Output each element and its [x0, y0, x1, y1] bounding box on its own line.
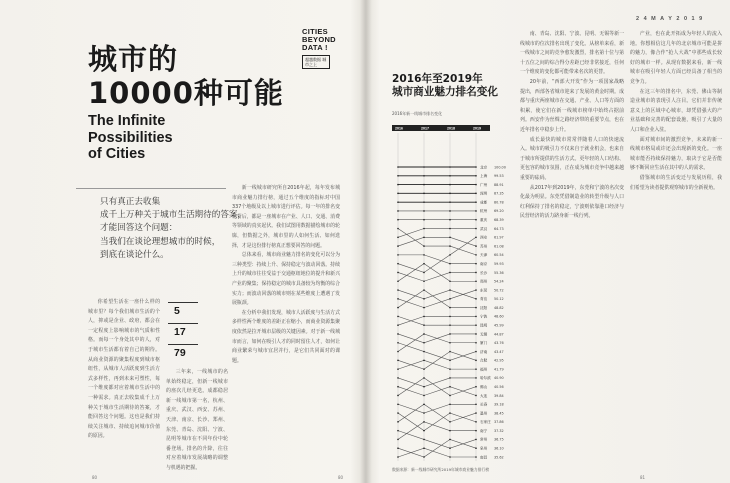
logo-line3: DATA ! — [302, 43, 328, 53]
rank-point-长沙-2018 — [449, 272, 451, 274]
rank-point-南宁-2017 — [423, 421, 425, 423]
rank-point-石家庄-2016 — [397, 412, 399, 414]
rank-point-苏州-2017 — [423, 237, 425, 239]
number-callout-2: 17 — [168, 323, 198, 339]
city-label-常州: 常州 — [480, 437, 488, 442]
rank-point-青岛-2017 — [423, 298, 425, 300]
rank-point-石家庄-2019 — [475, 421, 477, 423]
body-paragraph: 在这三年的排名中，东莞、佛山等制造业城市的表现引人注目。它们并非传统意义上的区域中心城市，却凭借强大的产业基础和完善的配套设施，吸引了大量的人口和企业入驻。 — [630, 88, 722, 133]
rank-point-东莞-2017 — [423, 307, 425, 309]
rank-point-东莞-2019 — [475, 289, 477, 291]
rank-point-合肥-2018 — [449, 351, 451, 353]
body-column-right — [520, 30, 624, 470]
rank-point-沈阳-2016 — [397, 307, 399, 309]
city-score-南宁: 37.32 — [494, 428, 504, 433]
rank-point-成都-2019 — [475, 201, 477, 203]
rank-point-郑州-2016 — [397, 280, 399, 282]
city-label-广州: 广州 — [480, 182, 488, 187]
rank-point-武汉-2016 — [397, 237, 399, 239]
city-label-南宁: 南宁 — [480, 428, 488, 433]
city-label-福州: 福州 — [480, 367, 488, 372]
chart-title-line2: 城市商业魅力排名变化 — [392, 86, 498, 98]
body-paragraph: 借鉴城市的生活变迁与发展历程，我们希望为读者提供观察城市的全新视角。 — [630, 174, 722, 191]
rank-point-北京-2016 — [397, 166, 399, 168]
body-paragraph: 南、青岛、沈阳、宁波、昆明、无锡等新一线城市的位次排名出现了变化。从榜单来看，新一线城市之间的竞争愈发激烈，排名第十位与第十五位之间的综合得分差距已经非常接近，任何一个维度的变化都可能带来名次的更替。 — [520, 31, 624, 76]
rank-point-西安-2018 — [449, 254, 451, 256]
city-score-沈阳: 48.82 — [494, 305, 504, 310]
rank-point-深圳-2019 — [475, 193, 477, 195]
rank-point-天津-2018 — [449, 245, 451, 247]
rank-point-泉州-2019 — [475, 447, 477, 449]
city-score-泉州: 36.10 — [494, 446, 504, 451]
rank-point-无锡-2017 — [423, 342, 425, 344]
city-label-泉州: 泉州 — [480, 446, 488, 451]
rank-point-合肥-2016 — [397, 360, 399, 362]
rank-point-青岛-2019 — [475, 298, 477, 300]
rank-point-上海-2019 — [475, 175, 477, 177]
rank-point-南昌-2018 — [449, 456, 451, 458]
rank-point-大连-2018 — [449, 386, 451, 388]
city-score-石家庄: 37.86 — [494, 420, 504, 425]
city-score-昆明: 45.99 — [494, 323, 504, 328]
body-column-mid — [232, 184, 340, 472]
rank-point-温州-2017 — [423, 403, 425, 405]
city-score-厦门: 43.76 — [494, 341, 504, 346]
rank-point-西安-2016 — [397, 263, 399, 265]
city-label-西安: 西安 — [480, 235, 488, 240]
rank-point-深圳-2016 — [397, 193, 399, 195]
rank-point-泉州-2018 — [449, 439, 451, 441]
rank-point-石家庄-2017 — [423, 430, 425, 432]
rank-point-宁波-2016 — [397, 324, 399, 326]
rank-point-佛山-2017 — [423, 377, 425, 379]
page-number-mid: 80 — [338, 475, 344, 480]
city-score-无锡: 44.87 — [494, 332, 504, 337]
body-paragraph: 总体来看，城市商业魅力排名的变化可以分为三种类型：持续上升、保持稳定与波动回落。持续上升的城市往往受益于交通枢纽地位的提升和新兴产业的聚集；保持稳定的城市具备较为均衡的综合实力；而波动回落的城市则在某些维度上遭遇了发展瓶颈。 — [232, 252, 340, 307]
rank-point-昆明-2018 — [449, 324, 451, 326]
city-label-哈尔滨: 哈尔滨 — [480, 376, 491, 381]
rank-point-济南-2018 — [449, 360, 451, 362]
rank-point-南昌-2017 — [423, 447, 425, 449]
city-label-大连: 大连 — [480, 393, 488, 398]
city-label-济南: 济南 — [480, 349, 488, 354]
title-cn-line2: 10000种可能 — [88, 76, 284, 110]
city-label-上海: 上海 — [480, 174, 488, 179]
city-score-常州: 36.75 — [494, 437, 504, 442]
rank-line-佛山 — [398, 378, 476, 396]
city-label-昆明: 昆明 — [480, 323, 488, 328]
body-paragraph: 新一线城市研究所自2016年起，每年发布城市商业魅力排行榜，通过五个维度的指标对中国337个地级及以上城市进行评估。每一年的排名变化背后，都是一座城市在产业、人口、交通、消费等领域的真实起伏。我们试图用数据描绘城市的轮廓，但数据之外，城市里的人如何生活、如何选择，才是这份排行榜真正想要回答的问题。 — [232, 185, 340, 249]
rank-point-福州-2018 — [449, 368, 451, 370]
rank-point-南宁-2018 — [449, 430, 451, 432]
city-score-杭州: 69.20 — [494, 209, 504, 214]
rank-point-大连-2016 — [397, 386, 399, 388]
rank-point-长春-2019 — [475, 403, 477, 405]
rank-point-沈阳-2017 — [423, 289, 425, 291]
rank-point-北京-2019 — [475, 166, 477, 168]
rank-point-温州-2016 — [397, 421, 399, 423]
rank-point-常州-2018 — [449, 447, 451, 449]
lead-line2: 成千上万种关于城市生活期待的答案， — [100, 210, 247, 221]
rank-point-广州-2016 — [397, 184, 399, 186]
rank-point-南京-2019 — [475, 263, 477, 265]
cities-beyond-data-logo — [302, 28, 344, 69]
body-paragraph: 面对城市间的激烈竞争，未来的新一线城市格局或许还会出现新的变化。一座城市能否持续保持魅力，取决于它是否能够不断回应生活在其中的人的需求。 — [630, 136, 722, 172]
lead-line3: 才能回答这个问题： — [100, 223, 178, 234]
city-score-南京: 59.93 — [494, 261, 504, 266]
rank-point-常州-2017 — [423, 439, 425, 441]
rank-point-天津-2019 — [475, 254, 477, 256]
rank-line-石家庄 — [398, 413, 476, 431]
rank-line-济南 — [398, 343, 476, 361]
rank-point-东莞-2018 — [449, 298, 451, 300]
rank-line-沈阳 — [398, 290, 476, 308]
rank-line-青岛 — [398, 290, 476, 299]
city-score-哈尔滨: 40.90 — [494, 376, 504, 381]
rank-point-哈尔滨-2016 — [397, 377, 399, 379]
city-label-佛山: 佛山 — [480, 385, 488, 389]
city-score-佛山: 40.56 — [494, 385, 504, 389]
rank-point-重庆-2017 — [423, 219, 425, 221]
rank-point-南京-2017 — [423, 254, 425, 256]
body-column-far-right — [630, 30, 722, 470]
city-score-苏州: 61.08 — [494, 244, 504, 249]
rank-point-南宁-2019 — [475, 430, 477, 432]
body-paragraph: 三年来，一线城市的名单始终稳定，但新一线城市的座次几经更迭。成都稳居新一线城市第一名，杭州、重庆、武汉、西安、苏州、天津、南京、长沙、郑州、东莞、青岛、沈阳、宁波、昆明等城市在不同年份中轮番登场。排名的升降，往往对应着城市发展战略的调整与机遇的把握。 — [166, 369, 228, 470]
rank-point-西安-2019 — [475, 237, 477, 239]
rank-line-武汉 — [398, 229, 476, 238]
rank-point-大连-2019 — [475, 395, 477, 397]
city-score-大连: 39.84 — [494, 393, 504, 398]
year-label-2016: 2016 — [395, 126, 403, 131]
rank-point-苏州-2018 — [449, 237, 451, 239]
city-score-温州: 38.45 — [494, 411, 504, 416]
city-label-天津: 天津 — [480, 253, 488, 258]
rank-point-武汉-2018 — [449, 228, 451, 230]
chart-title-line1: 2016年至2019年 — [392, 73, 483, 85]
rank-point-杭州-2018 — [449, 210, 451, 212]
year-label-2019: 2019 — [473, 126, 481, 131]
city-label-合肥: 合肥 — [480, 358, 488, 363]
rank-point-北京-2018 — [449, 166, 451, 168]
city-label-长沙: 长沙 — [480, 270, 488, 275]
rank-point-厦门-2018 — [449, 342, 451, 344]
body-paragraph: 20年前，“西部大开发”作为一项国家战略提出，西部各省城市迎来了发展的黄金时期。成都与重庆两座城市在交通、产业、人口等方面的积累，使它们在新一线城市榜单中始终占据前列。西安作为丝绸之路经济带的重要节点，也在近年排名中稳步上升。 — [520, 78, 624, 133]
rank-line-南宁 — [398, 422, 476, 440]
city-label-南昌: 南昌 — [480, 455, 488, 460]
rank-point-哈尔滨-2017 — [423, 386, 425, 388]
body-column-left-lower — [166, 368, 228, 470]
rank-point-佛山-2019 — [475, 386, 477, 388]
rank-point-广州-2019 — [475, 184, 477, 186]
rank-point-南宁-2016 — [397, 439, 399, 441]
city-label-宁波: 宁波 — [480, 314, 488, 319]
rank-point-成都-2016 — [397, 201, 399, 203]
rank-point-温州-2018 — [449, 421, 451, 423]
rank-point-南昌-2016 — [397, 456, 399, 458]
rank-point-厦门-2017 — [423, 333, 425, 335]
city-score-北京: 100.00 — [494, 165, 506, 170]
body-paragraph: 产业，也在此开拓成为年轻人的流入地。你想相信这几年的北京城市可能是拼的魅力，像合作“抢人大战”中那些成长较好的城市一样。从现有数据来看，新一线城市在吸引年轻人方面已经具备了相当的竞争力。 — [630, 31, 722, 85]
city-score-福州: 41.79 — [494, 367, 504, 372]
rank-point-昆明-2016 — [397, 316, 399, 318]
city-score-上海: 99.53 — [494, 174, 504, 179]
rank-point-青岛-2018 — [449, 289, 451, 291]
rank-point-沈阳-2019 — [475, 307, 477, 309]
rank-point-哈尔滨-2018 — [449, 377, 451, 379]
rank-line-泉州 — [398, 439, 476, 457]
rank-line-长沙 — [398, 272, 476, 281]
rank-point-杭州-2017 — [423, 210, 425, 212]
rank-point-济南-2019 — [475, 351, 477, 353]
rank-point-宁波-2018 — [449, 316, 451, 318]
rank-point-长春-2018 — [449, 403, 451, 405]
rank-point-广州-2018 — [449, 184, 451, 186]
rank-point-成都-2018 — [449, 201, 451, 203]
rank-point-厦门-2016 — [397, 351, 399, 353]
city-score-合肥: 42.95 — [494, 358, 504, 363]
rank-point-石家庄-2018 — [449, 412, 451, 414]
lead-line1: 只有真正去收集 — [100, 197, 161, 207]
rank-line-厦门 — [398, 334, 476, 352]
city-score-宁波: 48.60 — [494, 314, 504, 319]
rank-point-温州-2019 — [475, 412, 477, 414]
city-label-厦门: 厦门 — [480, 341, 488, 346]
city-score-广州: 88.91 — [494, 182, 504, 187]
city-label-北京: 北京 — [480, 165, 488, 170]
rank-line-大连 — [398, 387, 476, 396]
city-label-温州: 温州 — [480, 411, 488, 416]
rank-point-重庆-2018 — [449, 219, 451, 221]
city-score-天津: 60.54 — [494, 253, 504, 258]
rank-point-郑州-2019 — [475, 280, 477, 282]
rank-point-泉州-2017 — [423, 456, 425, 458]
rank-point-无锡-2019 — [475, 333, 477, 335]
rank-point-济南-2017 — [423, 351, 425, 353]
city-label-苏州: 苏州 — [480, 244, 488, 249]
city-score-济南: 43.47 — [494, 349, 504, 354]
body-paragraph: 成长最快的城市常常伴随着人口的快速流入。城市的吸引力不仅来自于就业机会，也来自于城市所提供的生活方式。更年轻的人口结构、更包容的城市氛围，正在成为城市竞争中越来越重要的砝码。 — [520, 136, 624, 181]
rank-point-深圳-2017 — [423, 193, 425, 195]
rank-point-大连-2017 — [423, 395, 425, 397]
rank-point-无锡-2016 — [397, 333, 399, 335]
city-score-东莞: 50.72 — [494, 288, 504, 293]
rank-bump-chart — [392, 125, 514, 465]
rank-point-武汉-2017 — [423, 228, 425, 230]
city-label-青岛: 青岛 — [480, 297, 488, 302]
city-score-长春: 39.18 — [494, 402, 504, 407]
rank-point-上海-2017 — [423, 175, 425, 177]
city-score-郑州: 54.24 — [494, 279, 504, 284]
rank-point-武汉-2019 — [475, 228, 477, 230]
city-score-重庆: 68.39 — [494, 218, 504, 223]
city-score-青岛: 50.12 — [494, 297, 504, 302]
city-label-沈阳: 沈阳 — [480, 305, 488, 310]
year-label-2018: 2018 — [447, 126, 455, 131]
body-paragraph: 在分析中我们发现，城市人活跃度与生活方式多样性两个维度的差距正在缩小，而商业资源集聚度依然是拉开城市层级的关键因素。对于新一线城市而言，如何在吸引人才的同时留住人才，如何让商业繁荣与城市宜居并行，是它们共同面对的课题。 — [232, 309, 340, 364]
rank-point-合肥-2019 — [475, 360, 477, 362]
city-label-深圳: 深圳 — [480, 191, 488, 196]
city-score-南昌: 35.62 — [494, 455, 504, 460]
issue-date: 2 4 M A Y 2 0 1 9 — [636, 16, 704, 22]
rank-point-长沙-2016 — [397, 272, 399, 274]
rank-point-常州-2016 — [397, 430, 399, 432]
rank-point-南昌-2019 — [475, 456, 477, 458]
body-paragraph: 从2017年到2019年，东莞和宁波的名次变化最为明显。东莞凭借制造业的转型升级与人口红利保持了排名的稳定，宁波则依靠港口经济与民营经济的活力跻身新一线行列。 — [520, 184, 624, 220]
rank-point-福州-2016 — [397, 368, 399, 370]
year-label-2017: 2017 — [421, 126, 429, 131]
city-label-成都: 成都 — [480, 200, 488, 205]
rank-point-长春-2017 — [423, 412, 425, 414]
title-english — [88, 113, 173, 163]
rank-line-宁波 — [398, 316, 476, 325]
chart-subtitle: 2016年新一线城市排名变化 — [392, 111, 443, 116]
rank-point-昆明-2017 — [423, 324, 425, 326]
rank-point-长沙-2017 — [423, 280, 425, 282]
rank-point-合肥-2017 — [423, 368, 425, 370]
rank-point-厦门-2019 — [475, 342, 477, 344]
lead-divider — [76, 188, 226, 189]
rank-point-青岛-2016 — [397, 289, 399, 291]
city-label-郑州: 郑州 — [480, 279, 488, 284]
city-score-西安: 61.97 — [494, 235, 504, 240]
rank-point-宁波-2019 — [475, 316, 477, 318]
rank-line-福州 — [398, 360, 476, 369]
city-score-成都: 80.78 — [494, 200, 504, 205]
rank-line-天津 — [398, 229, 476, 255]
rank-point-昆明-2019 — [475, 324, 477, 326]
rank-point-上海-2016 — [397, 175, 399, 177]
rank-point-宁波-2017 — [423, 316, 425, 318]
rank-point-哈尔滨-2019 — [475, 377, 477, 379]
rank-line-南京 — [398, 255, 476, 264]
logo-line2: BEYOND — [302, 35, 336, 45]
rank-point-杭州-2016 — [397, 210, 399, 212]
rank-point-沈阳-2018 — [449, 307, 451, 309]
rank-point-广州-2017 — [423, 184, 425, 186]
rank-point-西安-2017 — [423, 272, 425, 274]
lead-line5: 到底在谈论什么。 — [100, 249, 169, 260]
page-gutter — [360, 0, 372, 483]
title-cn-line1: 城市的 — [88, 42, 179, 76]
rank-point-泉州-2016 — [397, 447, 399, 449]
city-score-深圳: 87.35 — [494, 191, 504, 196]
lead-paragraph — [100, 196, 246, 262]
rank-point-东莞-2016 — [397, 298, 399, 300]
city-label-重庆: 重庆 — [480, 218, 488, 223]
number-callout-3: 79 — [168, 344, 198, 360]
city-score-长沙: 55.36 — [494, 270, 504, 275]
title-en-line3: of Cities — [88, 146, 146, 162]
rank-point-长春-2016 — [397, 403, 399, 405]
rank-point-成都-2017 — [423, 201, 425, 203]
city-label-长春: 长春 — [480, 402, 488, 407]
rank-line-苏州 — [398, 237, 476, 246]
city-label-无锡: 无锡 — [480, 332, 488, 337]
rank-point-长沙-2019 — [475, 272, 477, 274]
chart-caption: 数据来源：新一线城市研究所2019年城市商业魅力排行榜 — [392, 467, 489, 472]
city-label-东莞: 东莞 — [480, 288, 488, 293]
title-chinese — [88, 42, 284, 110]
rank-point-苏州-2019 — [475, 245, 477, 247]
rank-point-郑州-2018 — [449, 280, 451, 282]
rank-point-天津-2017 — [423, 245, 425, 247]
rank-point-福州-2017 — [423, 360, 425, 362]
city-label-南京: 南京 — [480, 261, 488, 266]
page-number-right: 81 — [640, 475, 646, 480]
page-number-left: 80 — [92, 475, 98, 480]
title-en-line2: Possibilities — [88, 129, 173, 146]
rank-point-上海-2018 — [449, 175, 451, 177]
rank-point-郑州-2017 — [423, 263, 425, 265]
rank-point-南京-2016 — [397, 254, 399, 256]
chart-title — [392, 73, 498, 99]
rank-line-哈尔滨 — [398, 378, 476, 387]
body-column-left — [88, 298, 160, 470]
rank-point-天津-2016 — [397, 228, 399, 230]
rank-point-重庆-2019 — [475, 219, 477, 221]
rank-line-常州 — [398, 431, 476, 449]
rank-point-杭州-2019 — [475, 210, 477, 212]
rank-line-昆明 — [398, 316, 476, 325]
rank-point-福州-2019 — [475, 368, 477, 370]
rank-line-合肥 — [398, 352, 476, 370]
rank-point-深圳-2018 — [449, 193, 451, 195]
logo-box: 超越数据 城市之上 — [302, 55, 330, 69]
city-score-武汉: 64.73 — [494, 226, 504, 231]
rank-point-南京-2018 — [449, 263, 451, 265]
rank-point-苏州-2016 — [397, 245, 399, 247]
rank-line-温州 — [398, 404, 476, 422]
rank-point-重庆-2016 — [397, 219, 399, 221]
rank-point-佛山-2016 — [397, 395, 399, 397]
rank-point-无锡-2018 — [449, 333, 451, 335]
rank-line-长春 — [398, 404, 476, 413]
city-label-石家庄: 石家庄 — [480, 420, 491, 425]
rank-point-佛山-2018 — [449, 395, 451, 397]
rank-point-常州-2019 — [475, 439, 477, 441]
title-en-line1: The Infinite — [88, 113, 166, 129]
logo-line1: CITIES — [302, 27, 328, 36]
body-paragraph: 你希望生活在一座什么样的城市里？每个我们城市生活的个人，抑或是企业、政府，都会在一定程度上影响城市的气质和性格。而每一个身处其中的人，对于城市生活都有着自己的期待。从商业资源的聚集程度到城市枢纽性，从城市人活跃度到生活方式多样性，再到未来可塑性，每一个维度都对应着城市生活中的一种需求。真正去收集成千上万种关于城市生活期待的答案，才能回答这个问题。这也是我们持续关注城市、持续追问城市价值的原因。 — [88, 299, 160, 440]
rank-line-南昌 — [398, 448, 476, 457]
lead-line4: 当我们在谈论理想城市的时候， — [100, 236, 221, 247]
city-label-武汉: 武汉 — [480, 226, 488, 231]
number-callout-1: 5 — [168, 302, 198, 318]
rank-point-济南-2016 — [397, 342, 399, 344]
city-label-杭州: 杭州 — [480, 209, 488, 214]
rank-point-北京-2017 — [423, 166, 425, 168]
